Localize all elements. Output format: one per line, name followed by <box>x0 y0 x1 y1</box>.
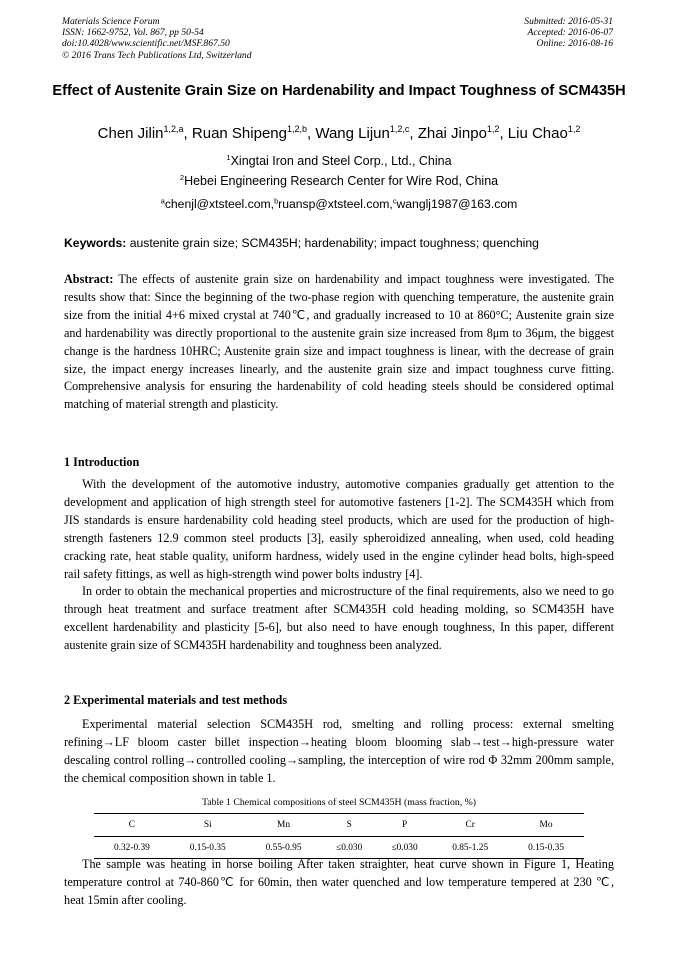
post-table-body <box>64 856 614 910</box>
keywords <box>64 235 619 251</box>
table-header-cell: Mo <box>508 814 584 837</box>
section-heading-experimental: 2 Experimental materials and test methods <box>64 693 288 707</box>
issn-line: ISSN: 1662-9752, Vol. 867, pp 50-54 <box>62 27 204 39</box>
abstract-label: Abstract: <box>64 272 114 286</box>
affiliation-sup: 2 <box>179 173 185 183</box>
paragraph: In order to obtain the mechanical properties and microstructure of the final requirements, also we need to go through heat treatment and surface treatment after SCM435H cold heading molding, so SCM435H have excellent hardenability and plasticity [5-6], but also need to have enough toughness, In this paper, different austenite grain size of SCM435H hardenability and toughness been analyzed. <box>64 584 614 653</box>
paragraph: The sample was heating in horse boiling After taken straighter, heat curve shown in Figure 1, Heating temperature control at 740-860℃ for 60min, then water quenched and low temperature tempered at 230 ℃, heat 15min after cooling. <box>64 857 614 907</box>
introduction-body <box>64 476 614 655</box>
doi-link[interactable]: doi:10.4028/www.scientific.net/MSF.867.50 <box>62 38 230 50</box>
submitted-date: Submitted: 2016-05-31 <box>524 16 613 27</box>
author-name: Wang Lijun <box>315 125 390 142</box>
author-name: Zhai Jinpo <box>417 125 487 142</box>
table-cell: 0.32-0.39 <box>94 837 170 859</box>
composition-table <box>94 813 584 859</box>
author-name: Chen Jilin <box>97 125 164 142</box>
affiliation-text: Hebei Engineering Research Center for Wire Rod, China <box>184 174 499 188</box>
affiliation-text: Xingtai Iron and Steel Corp., Ltd., China <box>230 154 452 168</box>
table-cell: 0.15-0.35 <box>170 837 246 859</box>
email-link[interactable]: wanglj1987@163.com <box>396 197 518 211</box>
email-sup: a <box>160 196 165 206</box>
online-date: Online: 2016-08-16 <box>536 38 613 50</box>
author-affiliation-sup: 1,2 <box>486 124 500 135</box>
table-header-cell: C <box>94 814 170 837</box>
table-cell: ≤0.030 <box>377 837 432 859</box>
author-separator: , <box>307 125 316 142</box>
section-heading-introduction: 1 Introduction <box>64 455 140 469</box>
table-cell: 0.85-1.25 <box>432 837 508 859</box>
author-affiliation-sup: 1,2,b <box>286 124 307 135</box>
submission-dates <box>524 16 613 50</box>
affiliation-1 <box>40 153 638 169</box>
email-list <box>40 196 638 212</box>
table-caption: Table 1 Chemical compositions of steel SCM435H (mass fraction, %) <box>201 797 477 808</box>
author-affiliation-sup: 1,2,c <box>389 124 410 135</box>
affiliation-sup: 1 <box>226 153 231 163</box>
author-affiliation-sup: 1,2,a <box>163 124 184 135</box>
affiliation-2 <box>40 173 638 189</box>
table-header-cell: Cr <box>432 814 508 837</box>
keywords-text: austenite grain size; SCM435H; hardenability; impact toughness; quenching <box>126 236 539 250</box>
table-header-row <box>94 814 584 837</box>
author-name: Liu Chao <box>507 125 568 142</box>
author-separator: , <box>499 125 508 142</box>
author-name: Ruan Shipeng <box>191 125 287 142</box>
abstract <box>64 271 614 414</box>
copyright-line: © 2016 Trans Tech Publications Ltd, Switzerland <box>62 49 252 61</box>
email-sup: c <box>392 196 397 206</box>
table-header-cell: Si <box>170 814 246 837</box>
paragraph: With the development of the automotive industry, automotive companies gradually get attention to the development and application of high strength steel for automotive fasteners [1-2]. The SCM435H which from JIS standards is ensure hardenability cold heading steel products, which are used for the production of high-strength fasteners 12.9 common steel products [3], easily spheroidized annealing, when used, cold heading cracking rate, heat stable quality, uniform hardness, widely used in the engine cylinder head bolts, high-speed rail safety fittings, as well as high-strength wind power bolts industry [4]. <box>64 477 614 581</box>
table-cell: 0.55-0.95 <box>246 837 322 859</box>
journal-name: Materials Science Forum <box>62 16 160 27</box>
author-separator: , <box>183 125 192 142</box>
author-separator: , <box>409 125 418 142</box>
email-link[interactable]: chenjl@xtsteel.com, <box>164 197 275 211</box>
table-header-cell: S <box>321 814 376 837</box>
table-cell: 0.15-0.35 <box>508 837 584 859</box>
table-header-cell: P <box>377 814 432 837</box>
email-link[interactable]: ruansp@xtsteel.com, <box>278 197 393 211</box>
accepted-date: Accepted: 2016-06-07 <box>527 27 613 39</box>
experimental-body <box>64 716 614 788</box>
author-list <box>40 124 638 144</box>
table-header-cell: Mn <box>246 814 322 837</box>
keywords-label: Keywords: <box>64 236 127 250</box>
paragraph: Experimental material selection SCM435H rod, smelting and rolling process: external smelting refining→LF bloom caster billet inspection→heating bloom blooming slab→test→high-pressure water descaling control rolling→controlled cooling→sampling, the interception of wire rod Φ 32mm 200mm sample, the chemical composition shown in table 1. <box>64 717 614 785</box>
journal-info <box>62 16 252 61</box>
email-sup: b <box>274 196 279 206</box>
author-affiliation-sup: 1,2 <box>567 124 581 135</box>
table-cell: ≤0.030 <box>321 837 376 859</box>
paper-title: Effect of Austenite Grain Size on Hardenability and Impact Toughness of SCM435H <box>52 83 626 99</box>
abstract-text: The effects of austenite grain size on hardenability and impact toughness were investigated. The results show that: Since the beginning of the two-phase region with quenching temperature, the austenite grain size from the initial 4+6 mixed crystal at 740℃, and gradually increased to 10 at 860°C; Austenite grain size and hardenability was directly proportional to the austenite grain size increased from 8μm to 36μm, the biggest change is the hardness 10HRC; Austenite grain size and impact toughness is linear, with the decrease of grain size, the impact energy increases linearly, and the austenite grain size and impact toughness curve fitting. Comprehensive analysis for ensuring the hardenability of cold heading steels should be considered optimal matching of material strength and plasticity. <box>64 272 614 412</box>
